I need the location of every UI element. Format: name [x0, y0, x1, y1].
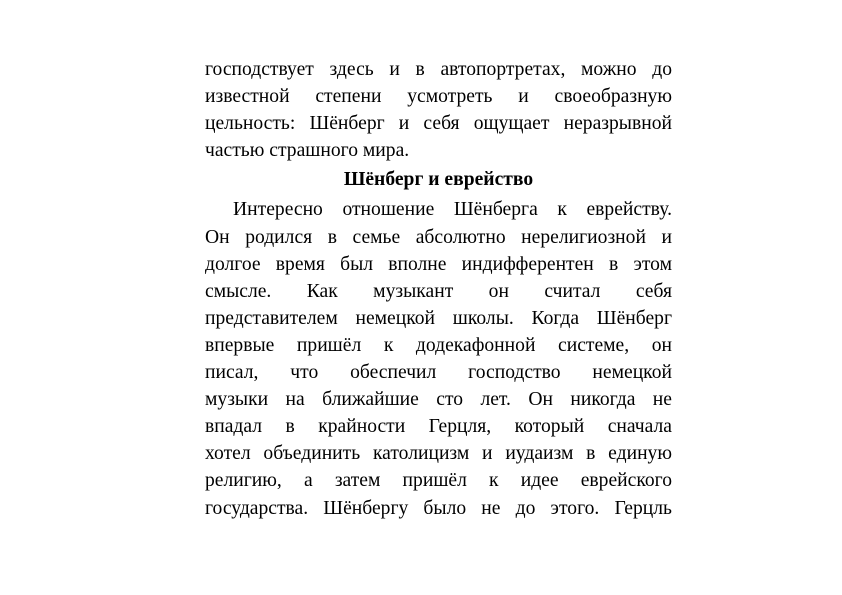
text-block — [205, 56, 672, 522]
paragraph-line: смысле. Как музыкант он считал себя — [205, 280, 672, 302]
paragraph-line: религию, а затем пришёл к идее еврейского — [205, 470, 672, 492]
paragraph-line: государства. Шёнбергу было не до этого. Герцль — [205, 497, 672, 519]
paragraph-line: хотел объединить католицизм и иудаизм в единую — [205, 443, 672, 465]
paragraph-line: известной степени усмотреть и своеобразную — [205, 86, 672, 108]
paragraph-line: частью страшного мира. — [205, 140, 410, 162]
paragraph-line: представителем немецкой школы. Когда Шёнберг — [205, 307, 672, 329]
paragraph-line: Интересно отношение Шёнберга к еврейству. — [233, 199, 672, 221]
section-heading: Шёнберг и еврейство — [343, 169, 534, 191]
paragraph-line: музыки на ближайшие сто лет. Он никогда не — [205, 389, 672, 411]
paragraph-line: долгое время был вполне индифферентен в этом — [205, 253, 672, 275]
paragraph-line: писал, что обеспечил господство немецкой — [205, 362, 672, 384]
paragraph-line: цельность: Шёнберг и себя ощущает неразрывной — [205, 113, 672, 135]
paragraph-line: Он родился в семье абсолютно нерелигиозной и — [205, 226, 672, 248]
paragraph-line: впервые пришёл к додекафонной системе, он — [205, 334, 672, 356]
paragraph-line: господствует здесь и в автопортретах, можно до — [205, 59, 672, 80]
paragraph-line: впадал в крайности Герцля, который сначала — [205, 416, 672, 438]
